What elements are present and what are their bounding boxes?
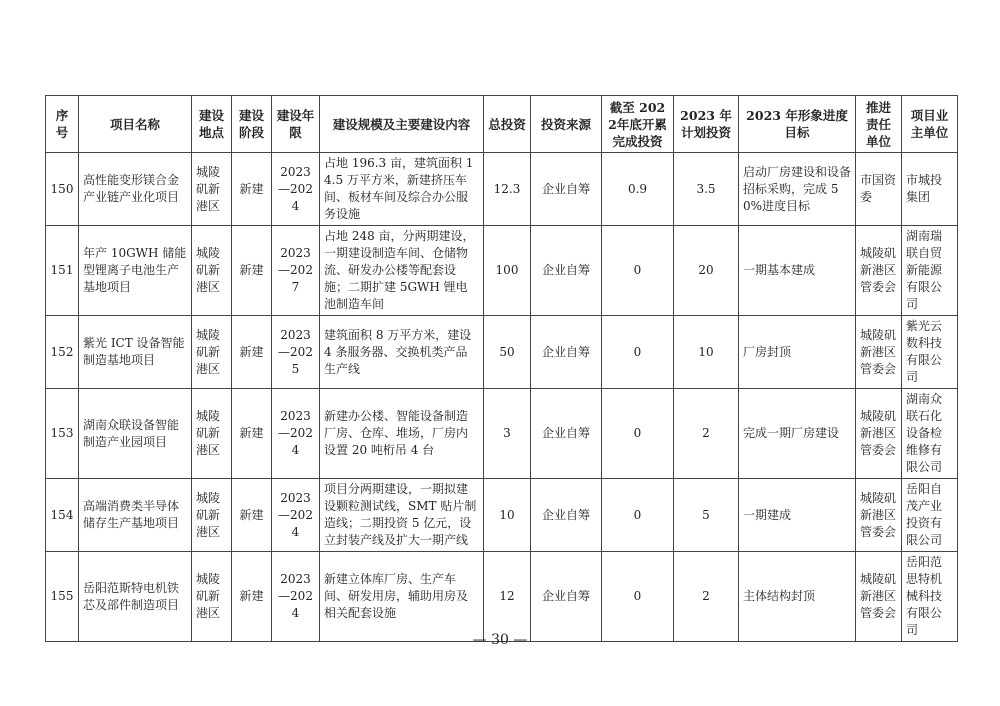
cell-scope: 新建立体库厂房、生产车间、研发用房，辅助用房及相关配套设施 <box>320 552 484 642</box>
cell-progress-target: 一期基本建成 <box>739 226 856 316</box>
cell-completed-investment: 0 <box>602 479 674 552</box>
table-row <box>46 479 958 552</box>
table-header-row <box>46 96 958 153</box>
cell-progress-target: 完成一期厂房建设 <box>739 389 856 479</box>
cell-completed-investment: 0 <box>602 552 674 642</box>
header-cell: 总投资 <box>484 96 531 153</box>
cell-owner-unit: 市城投集团 <box>902 153 958 226</box>
cell-location: 城陵矶新港区 <box>192 316 232 389</box>
project-table-container <box>45 95 957 642</box>
cell-seq: 151 <box>46 226 79 316</box>
cell-progress-target: 厂房封顶 <box>739 316 856 389</box>
cell-stage: 新建 <box>232 226 272 316</box>
cell-project-name: 高性能变形镁合金产业链产业化项目 <box>79 153 192 226</box>
page-number: — 30 — <box>472 632 528 648</box>
cell-period: 2023—2025 <box>272 316 320 389</box>
cell-total-investment: 3 <box>484 389 531 479</box>
cell-total-investment: 100 <box>484 226 531 316</box>
header-cell: 2023 年形象进度目标 <box>739 96 856 153</box>
cell-responsible-unit: 城陵矶新港区管委会 <box>856 226 902 316</box>
header-cell: 建设规模及主要建设内容 <box>320 96 484 153</box>
cell-period: 2023—2024 <box>272 153 320 226</box>
header-cell: 建设阶段 <box>232 96 272 153</box>
cell-responsible-unit: 城陵矶新港区管委会 <box>856 552 902 642</box>
cell-completed-investment: 0.9 <box>602 153 674 226</box>
cell-seq: 155 <box>46 552 79 642</box>
cell-planned-investment: 2 <box>674 552 739 642</box>
cell-period: 2023—2027 <box>272 226 320 316</box>
header-cell: 推进责任单位 <box>856 96 902 153</box>
table-row <box>46 316 958 389</box>
cell-funding-source: 企业自筹 <box>531 479 602 552</box>
cell-project-name: 高端消费类半导体储存生产基地项目 <box>79 479 192 552</box>
header-cell: 2023 年计划投资 <box>674 96 739 153</box>
cell-planned-investment: 5 <box>674 479 739 552</box>
table-row <box>46 226 958 316</box>
cell-planned-investment: 3.5 <box>674 153 739 226</box>
cell-funding-source: 企业自筹 <box>531 316 602 389</box>
cell-period: 2023—2024 <box>272 479 320 552</box>
header-cell: 建设年限 <box>272 96 320 153</box>
project-table <box>45 95 958 642</box>
cell-seq: 154 <box>46 479 79 552</box>
cell-scope: 建筑面积 8 万平方米，建设 4 条服务器、交换机类产品生产线 <box>320 316 484 389</box>
cell-planned-investment: 2 <box>674 389 739 479</box>
cell-location: 城陵矶新港区 <box>192 153 232 226</box>
cell-funding-source: 企业自筹 <box>531 153 602 226</box>
cell-funding-source: 企业自筹 <box>531 552 602 642</box>
header-cell: 序号 <box>46 96 79 153</box>
cell-scope: 占地 196.3 亩，建筑面积 14.5 万平方米，新建挤压车间、板材车间及综合办公服务设施 <box>320 153 484 226</box>
header-cell: 建设地点 <box>192 96 232 153</box>
cell-owner-unit: 紫光云数科技有限公司 <box>902 316 958 389</box>
cell-stage: 新建 <box>232 552 272 642</box>
cell-stage: 新建 <box>232 316 272 389</box>
cell-completed-investment: 0 <box>602 389 674 479</box>
cell-responsible-unit: 城陵矶新港区管委会 <box>856 479 902 552</box>
cell-owner-unit: 岳阳范思特机械科技有限公司 <box>902 552 958 642</box>
header-cell: 项目业主单位 <box>902 96 958 153</box>
cell-completed-investment: 0 <box>602 316 674 389</box>
cell-completed-investment: 0 <box>602 226 674 316</box>
cell-seq: 150 <box>46 153 79 226</box>
cell-project-name: 岳阳范斯特电机铁芯及部件制造项目 <box>79 552 192 642</box>
cell-total-investment: 12 <box>484 552 531 642</box>
cell-responsible-unit: 市国资委 <box>856 153 902 226</box>
cell-scope: 新建办公楼、智能设备制造厂房、仓库、堆场，厂房内设置 20 吨桁吊 4 台 <box>320 389 484 479</box>
cell-seq: 153 <box>46 389 79 479</box>
cell-responsible-unit: 城陵矶新港区管委会 <box>856 389 902 479</box>
cell-stage: 新建 <box>232 479 272 552</box>
cell-funding-source: 企业自筹 <box>531 226 602 316</box>
cell-owner-unit: 岳阳自茂产业投资有限公司 <box>902 479 958 552</box>
cell-total-investment: 50 <box>484 316 531 389</box>
table-row <box>46 389 958 479</box>
cell-total-investment: 12.3 <box>484 153 531 226</box>
cell-location: 城陵矶新港区 <box>192 389 232 479</box>
cell-progress-target: 启动厂房建设和设备招标采购，完成 50%进度目标 <box>739 153 856 226</box>
cell-project-name: 紫光 ICT 设备智能制造基地项目 <box>79 316 192 389</box>
cell-stage: 新建 <box>232 153 272 226</box>
header-cell: 截至 2022年底开累完成投资 <box>602 96 674 153</box>
header-cell: 项目名称 <box>79 96 192 153</box>
cell-owner-unit: 湖南瑞联自贸新能源有限公司 <box>902 226 958 316</box>
table-row <box>46 153 958 226</box>
cell-location: 城陵矶新港区 <box>192 226 232 316</box>
cell-planned-investment: 20 <box>674 226 739 316</box>
cell-location: 城陵矶新港区 <box>192 552 232 642</box>
cell-project-name: 湖南众联设备智能制造产业园项目 <box>79 389 192 479</box>
table-row <box>46 552 958 642</box>
cell-seq: 152 <box>46 316 79 389</box>
cell-funding-source: 企业自筹 <box>531 389 602 479</box>
cell-location: 城陵矶新港区 <box>192 479 232 552</box>
cell-period: 2023—2024 <box>272 552 320 642</box>
cell-owner-unit: 湖南众联石化设备检维修有限公司 <box>902 389 958 479</box>
cell-total-investment: 10 <box>484 479 531 552</box>
cell-scope: 项目分两期建设，一期拟建设颗粒测试线，SMT 贴片制造线；二期投资 5 亿元，设立封装产线及扩大一期产线 <box>320 479 484 552</box>
header-cell: 投资来源 <box>531 96 602 153</box>
cell-scope: 占地 248 亩，分两期建设，一期建设制造车间、仓储物流、研发办公楼等配套设施；二期扩建 5GWH 锂电池制造车间 <box>320 226 484 316</box>
cell-stage: 新建 <box>232 389 272 479</box>
cell-progress-target: 一期建成 <box>739 479 856 552</box>
cell-progress-target: 主体结构封顶 <box>739 552 856 642</box>
cell-period: 2023—2024 <box>272 389 320 479</box>
cell-project-name: 年产 10GWH 储能型锂离子电池生产基地项目 <box>79 226 192 316</box>
cell-responsible-unit: 城陵矶新港区管委会 <box>856 316 902 389</box>
cell-planned-investment: 10 <box>674 316 739 389</box>
